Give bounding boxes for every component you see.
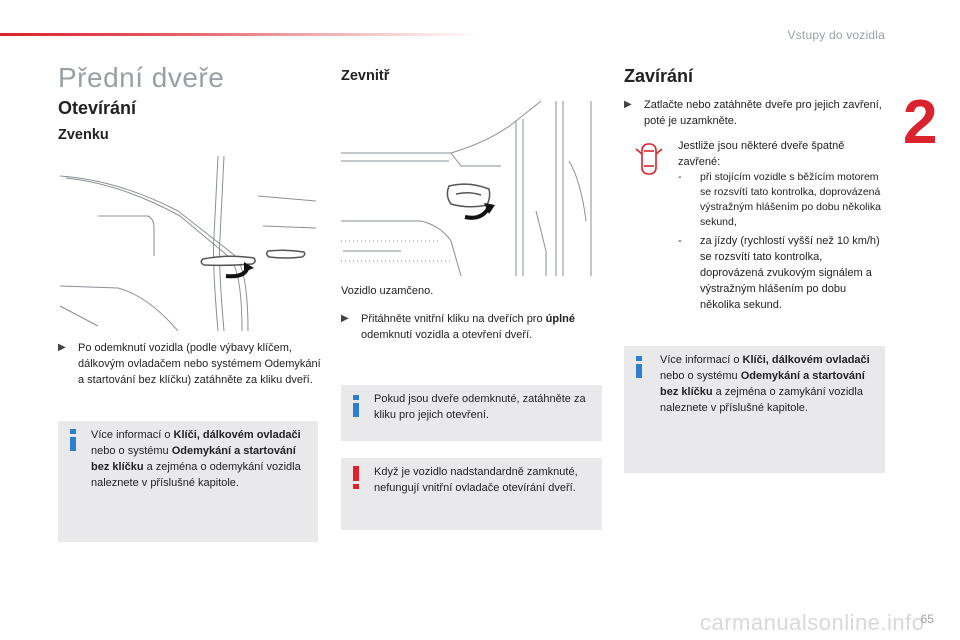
door-warning-list bbox=[678, 170, 888, 313]
info-note-text: Více informací o bbox=[660, 354, 743, 366]
header-accent-bar bbox=[0, 33, 480, 36]
door-open-warning-lamp-icon bbox=[634, 142, 664, 178]
page-title: Přední dveře bbox=[58, 62, 225, 93]
watermark: carmanualsonline.info bbox=[700, 610, 925, 635]
outside-open-text: Po odemknutí vozidla (podle výbavy klíčem, dálkovým ovladačem nebo systémem Odemykání a startování bez klíčku) zatáhněte za kliku dveří. bbox=[78, 342, 321, 386]
info-note-text: nebo o systému bbox=[91, 445, 172, 457]
warning-note-text: Když je vozidlo nadstandardně zamknuté, nefungují vnitřní ovladače otevírání dveří. bbox=[374, 466, 578, 494]
exterior-door-illustration bbox=[58, 156, 318, 331]
info-note-bold: Odemykání a startování bez klíčku bbox=[660, 370, 865, 398]
door-warning-intro: Jestliže jsou některé dveře špatně zavřené: bbox=[678, 140, 845, 168]
info-note-text: nebo o systému bbox=[660, 370, 741, 382]
warning-icon bbox=[353, 466, 359, 490]
info-note-text: Pokud jsou dveře odemknuté, zatáhněte za kliku pro jejich otevření. bbox=[374, 393, 586, 421]
info-note-keys-locking bbox=[624, 346, 885, 473]
inside-heading: Zevnitř bbox=[341, 68, 390, 84]
info-icon bbox=[353, 395, 359, 419]
warning-note-superlocking bbox=[341, 458, 602, 530]
outside-open-instruction bbox=[58, 340, 323, 388]
info-note-keys-unlocking bbox=[58, 421, 318, 542]
info-icon bbox=[70, 429, 76, 453]
triangle-bullet-icon: ▶ bbox=[341, 313, 349, 324]
list-item: - za jízdy (rychlostí vyšší než 10 km/h) se rozsvítí tato kontrolka, doprovázená zvukovým signálem a výstražným hlášením po dobu několika sekund. bbox=[678, 235, 880, 311]
closing-instruction-text: Zatlačte nebo zatáhněte dveře pro jejich zavření, poté je uzamkněte. bbox=[644, 99, 882, 127]
chapter-label: Vstupy do vozidla bbox=[787, 28, 885, 42]
inside-open-bold: úplné bbox=[545, 313, 575, 325]
info-note-bold: Klíči, dálkovém ovladači bbox=[173, 429, 301, 441]
info-icon bbox=[636, 356, 642, 380]
list-item: - při stojícím vozidle s běžícím motorem se rozsvítí tato kontrolka, doprovázená výstražným hlášením po dobu několika sekund, bbox=[678, 171, 881, 228]
triangle-bullet-icon: ▶ bbox=[624, 99, 632, 110]
inside-open-instruction bbox=[341, 311, 616, 343]
outside-heading: Zvenku bbox=[58, 127, 109, 143]
inside-open-text: odemknutí vozidla a otevření dveří. bbox=[361, 329, 533, 341]
inside-open-text: Přitáhněte vnitřní kliku na dveřích pro bbox=[361, 313, 546, 325]
info-note-bold: Odemykání a startování bez klíčku bbox=[91, 445, 296, 473]
door-warning-block bbox=[678, 138, 888, 313]
info-note-text: a zejména o odemykání vozidla naleznete v příslušné kapitole. bbox=[91, 461, 301, 489]
info-note-text: Více informací o bbox=[91, 429, 174, 441]
vehicle-locked-label: Vozidlo uzamčeno. bbox=[341, 285, 434, 297]
info-note-text: a zejména o zamykání vozidla naleznete v příslušné kapitole. bbox=[660, 386, 863, 414]
closing-instruction bbox=[624, 97, 899, 129]
info-note-bold: Klíči, dálkovém ovladači bbox=[742, 354, 870, 366]
chapter-number: 2 bbox=[903, 88, 938, 157]
info-note-unlocked-door bbox=[341, 385, 602, 441]
interior-door-illustration bbox=[341, 101, 602, 276]
closing-heading: Zavírání bbox=[624, 66, 694, 86]
triangle-bullet-icon: ▶ bbox=[58, 342, 66, 353]
opening-heading: Otevírání bbox=[58, 98, 137, 118]
page-number: 65 bbox=[920, 612, 934, 626]
